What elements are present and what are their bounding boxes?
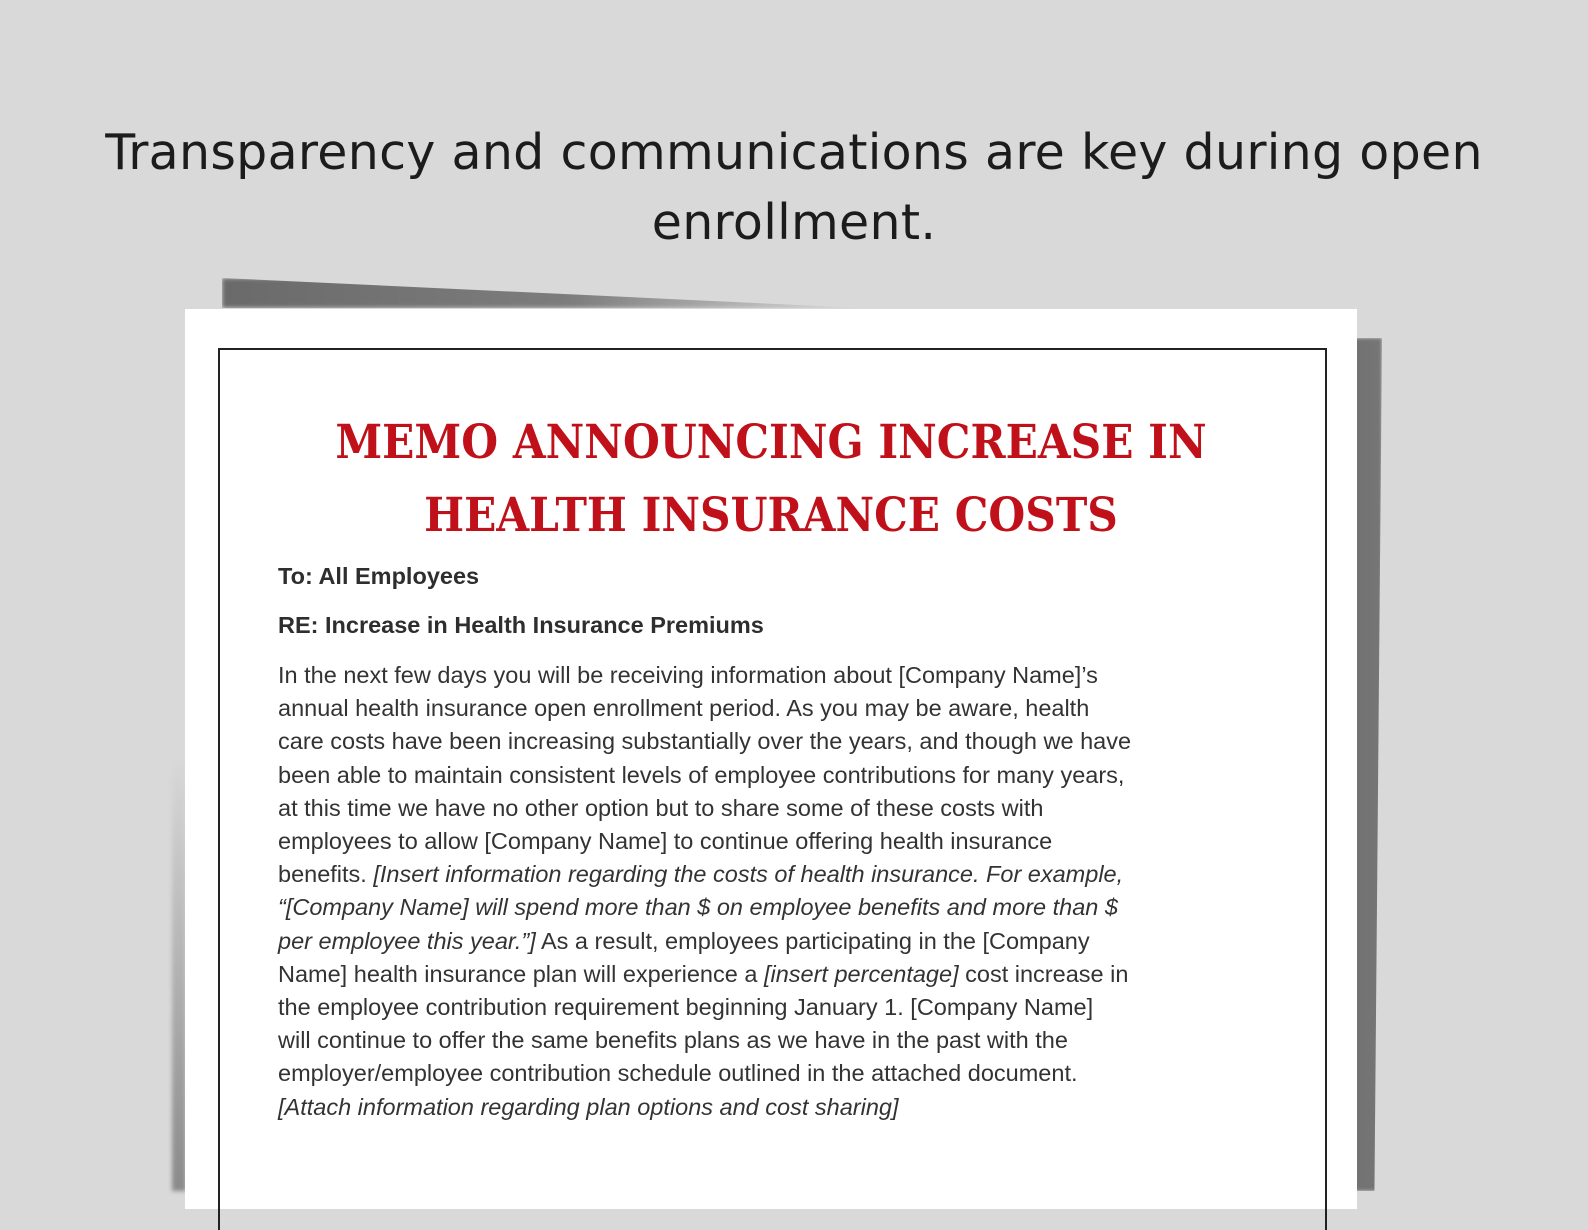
body-text-segment: cost increase in xyxy=(958,960,1129,987)
body-line xyxy=(278,1091,1218,1124)
memo-title-line-1: MEMO ANNOUNCING INCREASE IN xyxy=(335,415,1207,470)
body-placeholder-italic: per employee this year.”] xyxy=(278,927,536,954)
body-line: will continue to offer the same benefits plans as we have in the past with the xyxy=(278,1027,1068,1054)
body-line: employees to allow [Company Name] to continue offering health insurance xyxy=(278,828,1053,855)
headline-line-1: Transparency and communications are key during open xyxy=(105,124,1483,181)
body-placeholder-italic: [insert percentage] xyxy=(763,960,959,987)
body-text-segment: Name] health insurance plan will experience a xyxy=(278,960,764,987)
body-line: been able to maintain consistent levels of employee contributions for many years, xyxy=(278,761,1125,788)
body-line xyxy=(278,958,1218,991)
body-placeholder-italic: [Insert information regarding the costs of health insurance. For example, xyxy=(373,861,1124,888)
body-line xyxy=(278,891,1218,924)
memo-to-line: To: All Employees xyxy=(278,563,480,589)
body-placeholder-italic: “[Company Name] will spend more than $ on employee benefits and more than $ xyxy=(278,894,1118,921)
body-line: employer/employee contribution schedule outlined in the attached document. xyxy=(278,1060,1078,1087)
body-line: at this time we have no other option but to share some of these costs with xyxy=(278,794,1044,821)
page-shadow-top xyxy=(222,278,862,308)
body-text-segment: benefits. xyxy=(278,861,374,888)
body-line xyxy=(278,925,1218,958)
body-text-segment: As a result, employees participating in the [Company xyxy=(535,927,1090,954)
page-headline xyxy=(60,118,1528,258)
body-line: care costs have been increasing substantially over the years, and though we have xyxy=(278,728,1132,755)
body-placeholder-italic: [Attach information regarding plan options and cost sharing] xyxy=(278,1093,899,1120)
memo-title xyxy=(244,406,1299,552)
headline-line-2: enrollment. xyxy=(651,194,937,251)
body-line: annual health insurance open enrollment period. As you may be aware, health xyxy=(278,695,1090,722)
page-shadow-left xyxy=(172,760,186,1191)
body-line: the employee contribution requirement beginning January 1. [Company Name] xyxy=(278,994,1094,1021)
memo-title-line-2: HEALTH INSURANCE COSTS xyxy=(424,488,1118,543)
memo-document xyxy=(185,309,1357,1209)
body-line xyxy=(278,858,1218,891)
memo-re-line: RE: Increase in Health Insurance Premiums xyxy=(278,612,764,638)
body-line: In the next few days you will be receiving information about [Company Name]’s xyxy=(278,662,1098,688)
memo-body xyxy=(278,659,1218,1124)
